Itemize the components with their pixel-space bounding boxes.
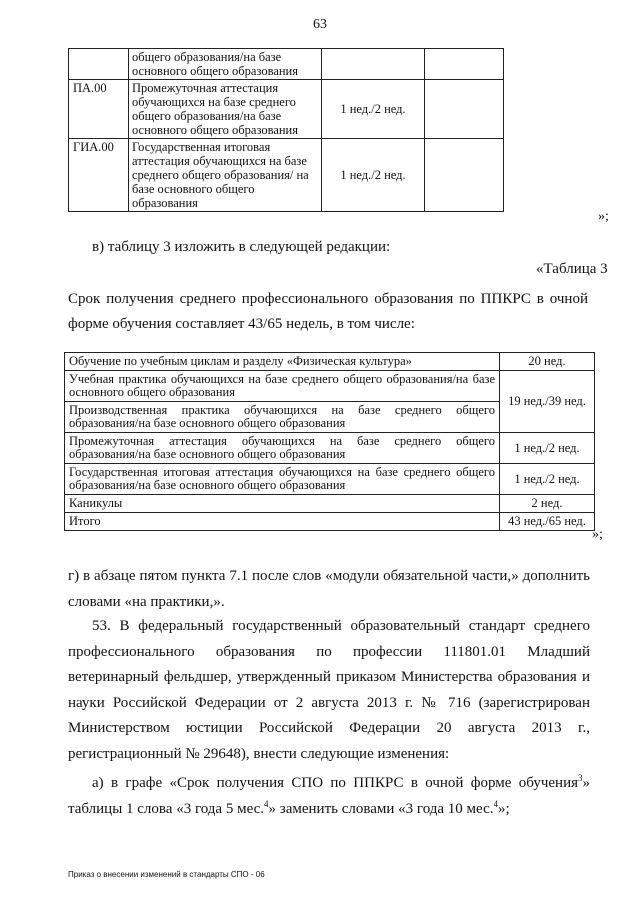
page-number: 63 xyxy=(313,17,327,32)
table-cell-description: Промежуточная аттестация обучающихся на базе среднего общего образования/на базе основного общего образования xyxy=(65,433,500,464)
paragraph-a-text: а) в графе «Срок получения СПО по ППКРС в очной форме обучения xyxy=(92,775,578,791)
table-cell-code xyxy=(69,49,129,80)
table-cell-value: 2 нед. xyxy=(500,495,595,513)
table-1-fragment xyxy=(68,48,504,212)
table-cell-description: Каникулы xyxy=(65,495,500,513)
table-cell-duration xyxy=(322,49,425,80)
table-cell-value: 19 нед./39 нед. xyxy=(500,371,595,433)
table-cell-description: Производственная практика обучающихся на базе среднего общего образования/на базе основного общего образования xyxy=(65,402,500,433)
table-row xyxy=(69,139,504,212)
table-3-label: «Таблица 3 xyxy=(536,261,608,277)
table-cell-description: Обучение по учебным циклам и разделу «Физическая культура» xyxy=(65,353,500,371)
paragraph-g: г) в абзаце пятом пункта 7.1 после слов «модули обязательной части,» дополнить словами «на практики,». xyxy=(68,568,590,610)
table-cell-name: Государственная итоговая аттестация обучающихся на базе среднего общего образования/ на базе основного общего образования xyxy=(129,139,322,212)
paragraph-a xyxy=(68,770,590,822)
table-row xyxy=(69,80,504,139)
paragraph-a-text: » заменить словами «3 года 10 мес. xyxy=(268,801,494,817)
table-cell-value: 43 нед./65 нед. xyxy=(500,513,595,531)
table-cell-name: общего образования/на базе основного общего образования xyxy=(129,49,322,80)
table-cell-empty xyxy=(425,80,504,139)
page-footer: Приказ о внесении изменений в стандарты СПО - 06 xyxy=(68,870,265,879)
table-cell-description: Итого xyxy=(65,513,500,531)
paragraph-v: в) таблицу 3 изложить в следующей редакции: xyxy=(92,239,391,255)
footnote-ref: 4 xyxy=(493,799,498,809)
footnote-ref: 4 xyxy=(264,799,269,809)
table-cell-empty xyxy=(425,49,504,80)
paragraph-53: 53. В федеральный государственный образовательный стандарт среднего профессионального образования по профессии 111801.01 Младший ветеринарный фельдшер, утвержденный приказом Министерства образования и науки Российской Федерации от 2 августа 2013 г. № 716 (зарегистрирован Министерством юстиции Российской Федерации 20 августа 2013 г., регистрационный № 29648), внести следующие изменения: xyxy=(68,618,590,762)
table-cell-description: Государственная итоговая аттестация обучающихся на базе среднего общего образования/на базе основного общего образования xyxy=(65,464,500,495)
paragraph-srok: Срок получения среднего профессионального образования по ППКРС в очной форме обучения составляет 43/65 недель, в том числе: xyxy=(68,291,588,332)
table-3-closing-quote: »; xyxy=(592,527,603,542)
table-row xyxy=(65,495,595,513)
footnote-ref: 3 xyxy=(578,773,583,783)
table-cell-duration: 1 нед./2 нед. xyxy=(322,139,425,212)
table-cell-duration: 1 нед./2 нед. xyxy=(322,80,425,139)
table-row xyxy=(65,464,595,495)
table-row xyxy=(65,433,595,464)
table-row xyxy=(65,513,595,531)
table-3 xyxy=(64,352,595,531)
table-cell-value: 1 нед./2 нед. xyxy=(500,464,595,495)
table-cell-description: Учебная практика обучающихся на базе среднего общего образования/на базе основного общего образования xyxy=(65,371,500,402)
table-cell-value: 1 нед./2 нед. xyxy=(500,433,595,464)
table-cell-value: 20 нед. xyxy=(500,353,595,371)
table-1-closing-quote: »; xyxy=(598,209,609,224)
paragraph-a-text: »; xyxy=(498,801,510,817)
table-cell-code: ПА.00 xyxy=(69,80,129,139)
table-row xyxy=(69,49,504,80)
table-cell-empty xyxy=(425,139,504,212)
paragraph-a-text: » таблицы 1 слова «3 года 5 мес. xyxy=(68,775,590,817)
table-row xyxy=(65,371,595,402)
table-row xyxy=(65,353,595,371)
table-cell-code: ГИА.00 xyxy=(69,139,129,212)
table-cell-name: Промежуточная аттестация обучающихся на базе среднего общего образования/на базе основного общего образования xyxy=(129,80,322,139)
